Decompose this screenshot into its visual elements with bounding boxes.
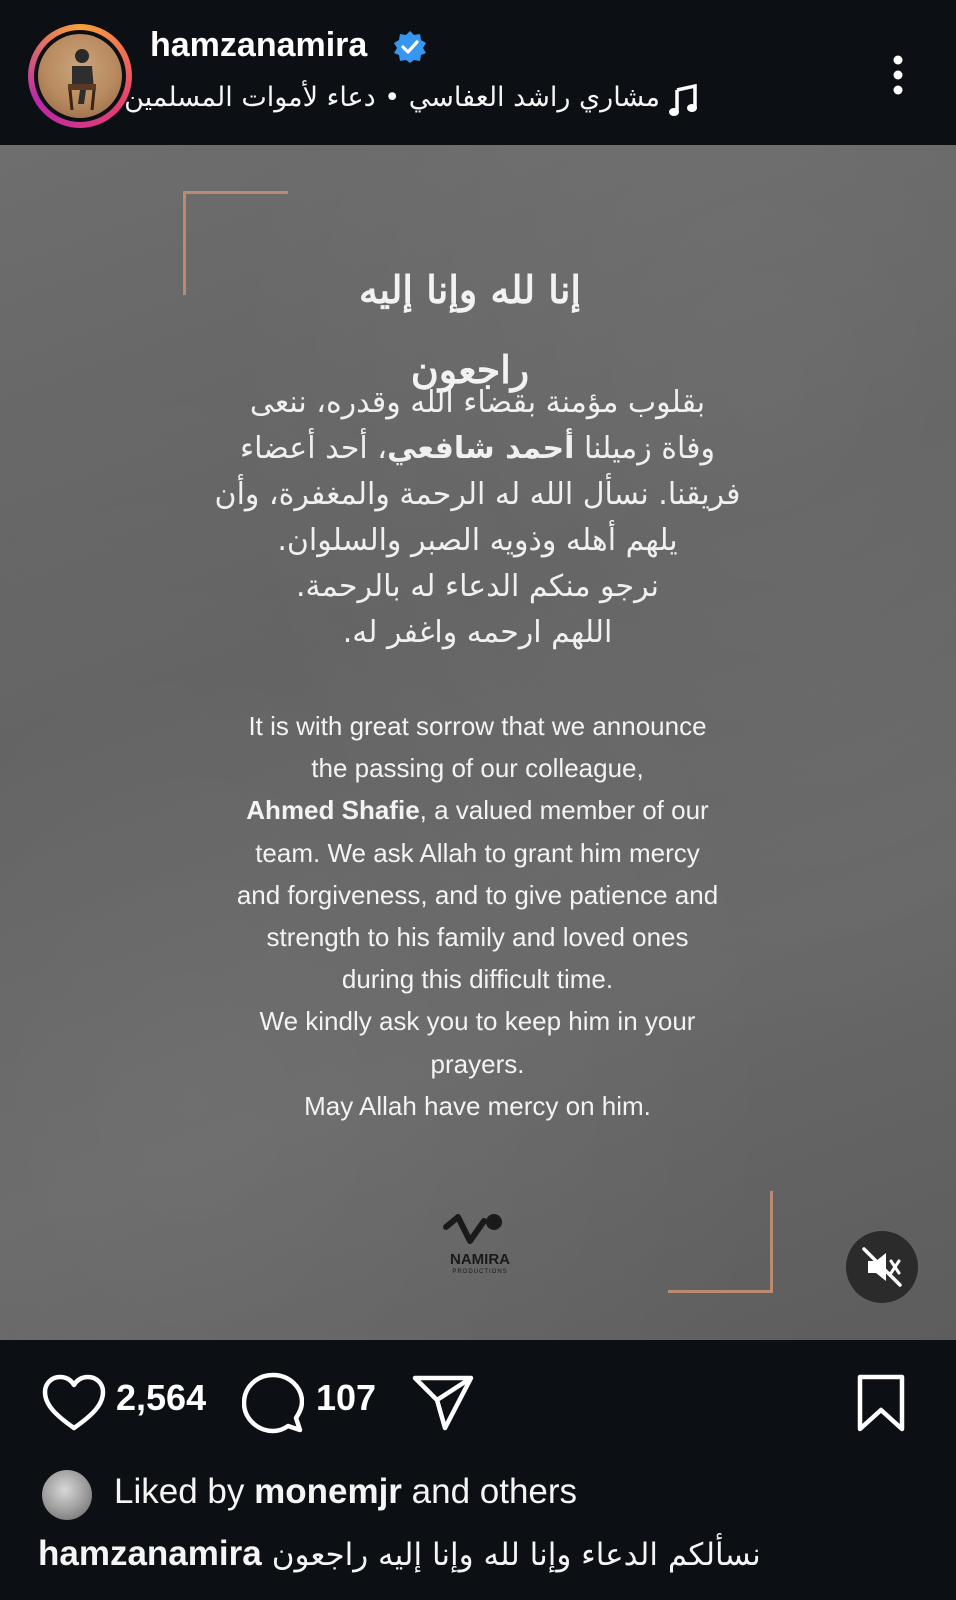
frame-corner-bottom-right-vertical	[770, 1191, 773, 1293]
arabic-line: نرجو منكم الدعاء له بالرحمة.	[295, 569, 660, 604]
mute-button[interactable]	[846, 1231, 918, 1303]
english-line: prayers.	[430, 1048, 525, 1079]
like-count[interactable]: 2,564	[116, 1377, 207, 1418]
english-line	[150, 789, 805, 831]
frame-corner-top-left	[183, 191, 288, 194]
arabic-announcement	[180, 380, 775, 656]
english-announcement	[150, 705, 805, 1127]
bookmark-icon[interactable]	[856, 1374, 906, 1432]
liker-avatar[interactable]	[42, 1470, 92, 1520]
caption-text: نسألكم الدعاء وإنا لله وإنا إليه راجعون	[271, 1537, 761, 1573]
frame-corner-bottom-right	[668, 1290, 773, 1293]
liked-by-suffix[interactable]: and others	[411, 1472, 578, 1511]
post-media[interactable]	[0, 145, 956, 1340]
english-line: We kindly ask you to keep him in your	[259, 1006, 696, 1037]
english-deceased-name: Ahmed Shafie	[246, 795, 420, 826]
caption-username[interactable]: hamzanamira	[38, 1534, 262, 1573]
english-text: , a valued member of our	[419, 795, 709, 826]
arabic-line: اللهم ارحمه واغفر له.	[342, 615, 613, 650]
music-note-icon	[668, 84, 698, 118]
liked-by-text[interactable]	[114, 1472, 577, 1512]
english-line: the passing of our colleague,	[311, 753, 644, 784]
namira-logo-mark-icon	[432, 1211, 528, 1251]
arabic-text: وفاة زميلنا	[574, 431, 715, 466]
post-header	[0, 0, 956, 145]
share-send-icon[interactable]	[412, 1374, 474, 1432]
english-line: May Allah have mercy on him.	[304, 1090, 651, 1121]
english-line: It is with great sorrow that we announce	[248, 711, 707, 741]
comment-icon[interactable]	[242, 1372, 304, 1434]
audio-attribution[interactable]	[124, 80, 696, 124]
post-actions	[0, 1340, 956, 1600]
logo-subtitle: PRODUCTIONS	[452, 1269, 508, 1275]
english-line: team. We ask Allah to grant him mercy	[255, 837, 700, 868]
frame-corner-top-left-vertical	[183, 191, 186, 295]
calligraphy-heading: إنا لله وإنا إليه راجعون	[359, 267, 581, 392]
arabic-line: فريقنا. نسأل الله له الرحمة والمغفرة، وأن	[214, 477, 741, 512]
verified-badge-icon	[393, 30, 427, 64]
avatar-person-icon	[38, 34, 122, 118]
comment-count[interactable]: 107	[316, 1377, 377, 1418]
english-line: and forgiveness, and to give patience and	[236, 879, 719, 910]
arabic-line	[180, 426, 775, 472]
speaker-muted-icon	[846, 1231, 918, 1303]
liked-by-user[interactable]: monemjr	[254, 1472, 402, 1511]
heart-icon[interactable]	[42, 1374, 106, 1432]
audio-title: مشاري راشد العفاسي • دعاء لأموات المسلمين	[124, 82, 660, 113]
caption	[38, 1534, 761, 1574]
arabic-deceased-name: أحمد شافعي	[386, 431, 575, 466]
liked-by-prefix: Liked by	[114, 1472, 245, 1511]
english-line: during this difficult time.	[341, 964, 614, 995]
arabic-line: يلهم أهله وذويه الصبر والسلوان.	[277, 523, 678, 558]
english-line: strength to his family and loved ones	[266, 922, 689, 953]
arabic-line: بقلوب مؤمنة بقضاء الله وقدره، ننعى	[249, 385, 706, 420]
header-username[interactable]: hamzanamira	[150, 26, 368, 64]
profile-avatar[interactable]	[28, 24, 132, 128]
arabic-text: ، أحد أعضاء	[240, 431, 387, 466]
namira-logo	[432, 1211, 528, 1285]
more-vertical-icon[interactable]	[886, 54, 910, 102]
logo-name: NAMIRA	[450, 1251, 510, 1268]
